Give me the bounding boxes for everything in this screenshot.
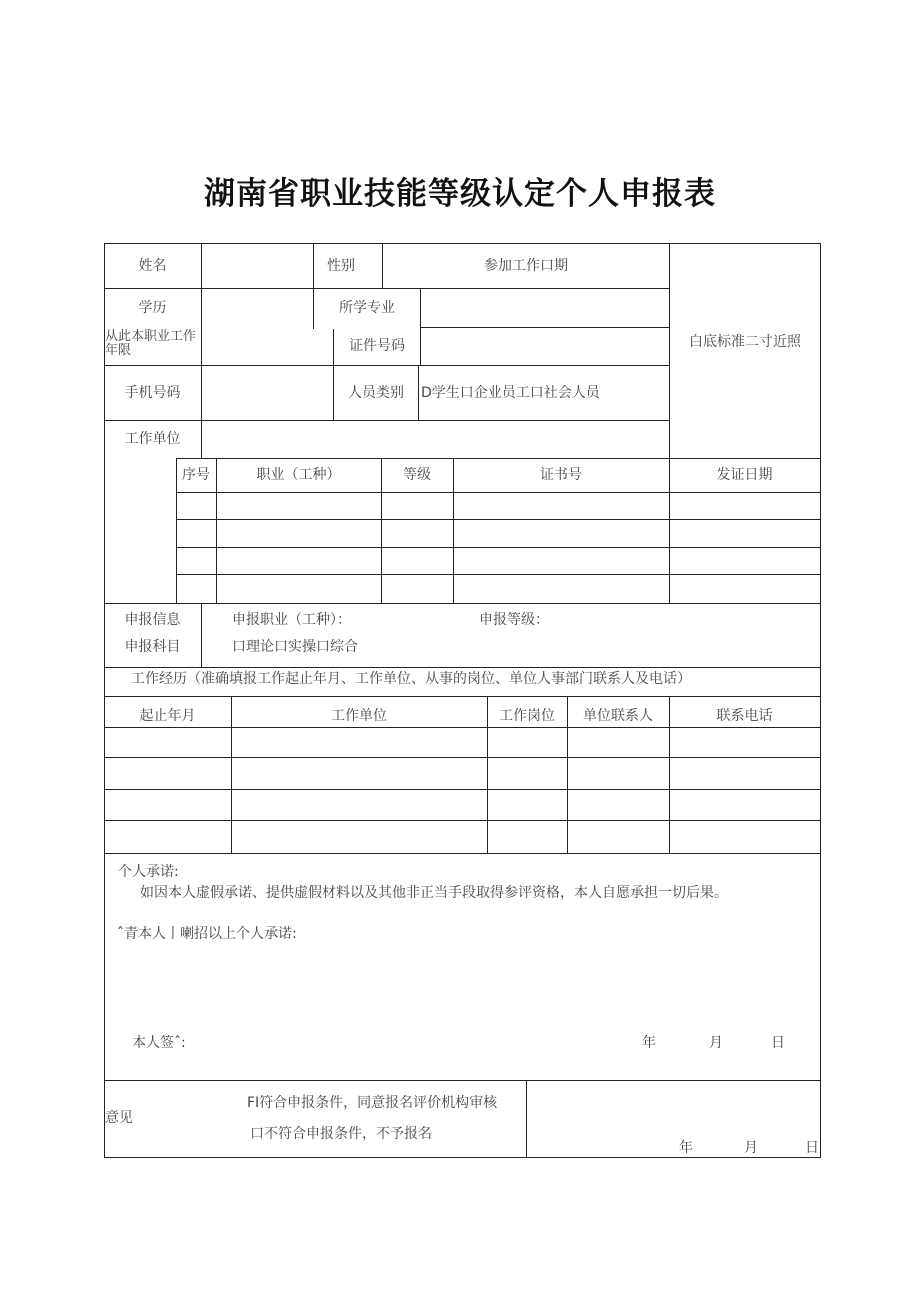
subject-label: 申报科目 — [124, 639, 181, 655]
major-field[interactable] — [421, 289, 669, 327]
category-label: 人员类别 — [348, 385, 404, 401]
name-label: 姓名 — [138, 258, 167, 274]
gender-label: 性别 — [327, 258, 355, 274]
phone-field[interactable] — [202, 366, 332, 420]
name-field[interactable] — [202, 244, 312, 288]
cert-header-level: 等级 — [403, 467, 431, 483]
experience-heading: 工作经历（准确填报工作起止年月、工作单位、从事的岗位、单位人事部门联系人及电话） — [131, 671, 691, 687]
exp-header-period: 起止年月 — [139, 708, 196, 724]
signature-field[interactable] — [200, 1030, 500, 1054]
id-number-label: 证件号码 — [349, 338, 405, 354]
category-options[interactable]: D学生口企业员工口社会人员 — [421, 385, 600, 401]
application-info-label: 申报信息 — [124, 612, 181, 628]
opinion-option-approve[interactable]: FI符合申报条件，同意报名评价机构审核 — [247, 1095, 498, 1111]
apply-occupation-label: 申报职业（工种）： — [232, 612, 351, 628]
form-title: 湖南省职业技能等级认定个人申报表 — [204, 176, 716, 212]
work-date-label: 参加工作口期 — [484, 258, 568, 274]
sign-day-label: 日 — [771, 1035, 785, 1051]
exp-header-employer: 工作单位 — [331, 708, 387, 724]
subject-options[interactable]: 口理论口实操口综合 — [232, 639, 358, 655]
apply-level-label: 申报等级： — [479, 612, 549, 628]
opinion-year-label: 年 — [679, 1140, 693, 1156]
opinion-day-label: 日 — [805, 1140, 819, 1156]
employer-field[interactable] — [202, 421, 669, 458]
education-field[interactable] — [202, 289, 312, 328]
promise-copy-area[interactable] — [110, 950, 810, 1020]
cert-header-date: 发证日期 — [716, 467, 773, 483]
promise-copy-instruction: ˆ青本人丨喇招以上个人承诺: — [117, 926, 297, 942]
id-number-field[interactable] — [421, 328, 669, 365]
photo-placeholder[interactable]: 白底标准二寸近照 — [689, 334, 801, 350]
gender-field[interactable] — [355, 244, 381, 288]
work-years-label: 从此本职业工作年限 — [105, 329, 197, 358]
cert-header-number: 证书号 — [540, 467, 582, 483]
apply-occupation-field[interactable] — [360, 604, 470, 634]
signature-label: 本人签ˆ: — [132, 1035, 186, 1051]
major-label: 所学专业 — [339, 300, 395, 316]
opinion-month-label: 月 — [744, 1140, 758, 1156]
sign-month-label: 月 — [709, 1035, 723, 1051]
cert-header-no: 序号 — [182, 467, 210, 483]
exp-header-post: 工作岗位 — [499, 708, 555, 724]
apply-level-field[interactable] — [550, 604, 818, 634]
opinion-label: 意见 — [105, 1110, 133, 1126]
promise-label: 个人承诺: — [118, 864, 179, 880]
exp-header-contact: 单位联系人 — [583, 708, 653, 724]
sign-year-label: 年 — [642, 1035, 656, 1051]
exp-header-phone: 联系电话 — [716, 708, 773, 724]
education-label: 学历 — [138, 300, 167, 316]
opinion-option-reject[interactable]: 口不符合申报条件，不予报名 — [250, 1126, 432, 1142]
promise-text: 如因本人虚假承诺、提供虚假材料以及其他非正当手段取得参评资格，本人自愿承担一切后果。 — [140, 885, 728, 901]
phone-label: 手机号码 — [124, 385, 181, 401]
employer-label: 工作单位 — [124, 431, 181, 447]
work-years-field[interactable] — [202, 330, 332, 365]
cert-header-occupation: 职业（工种） — [256, 467, 341, 483]
